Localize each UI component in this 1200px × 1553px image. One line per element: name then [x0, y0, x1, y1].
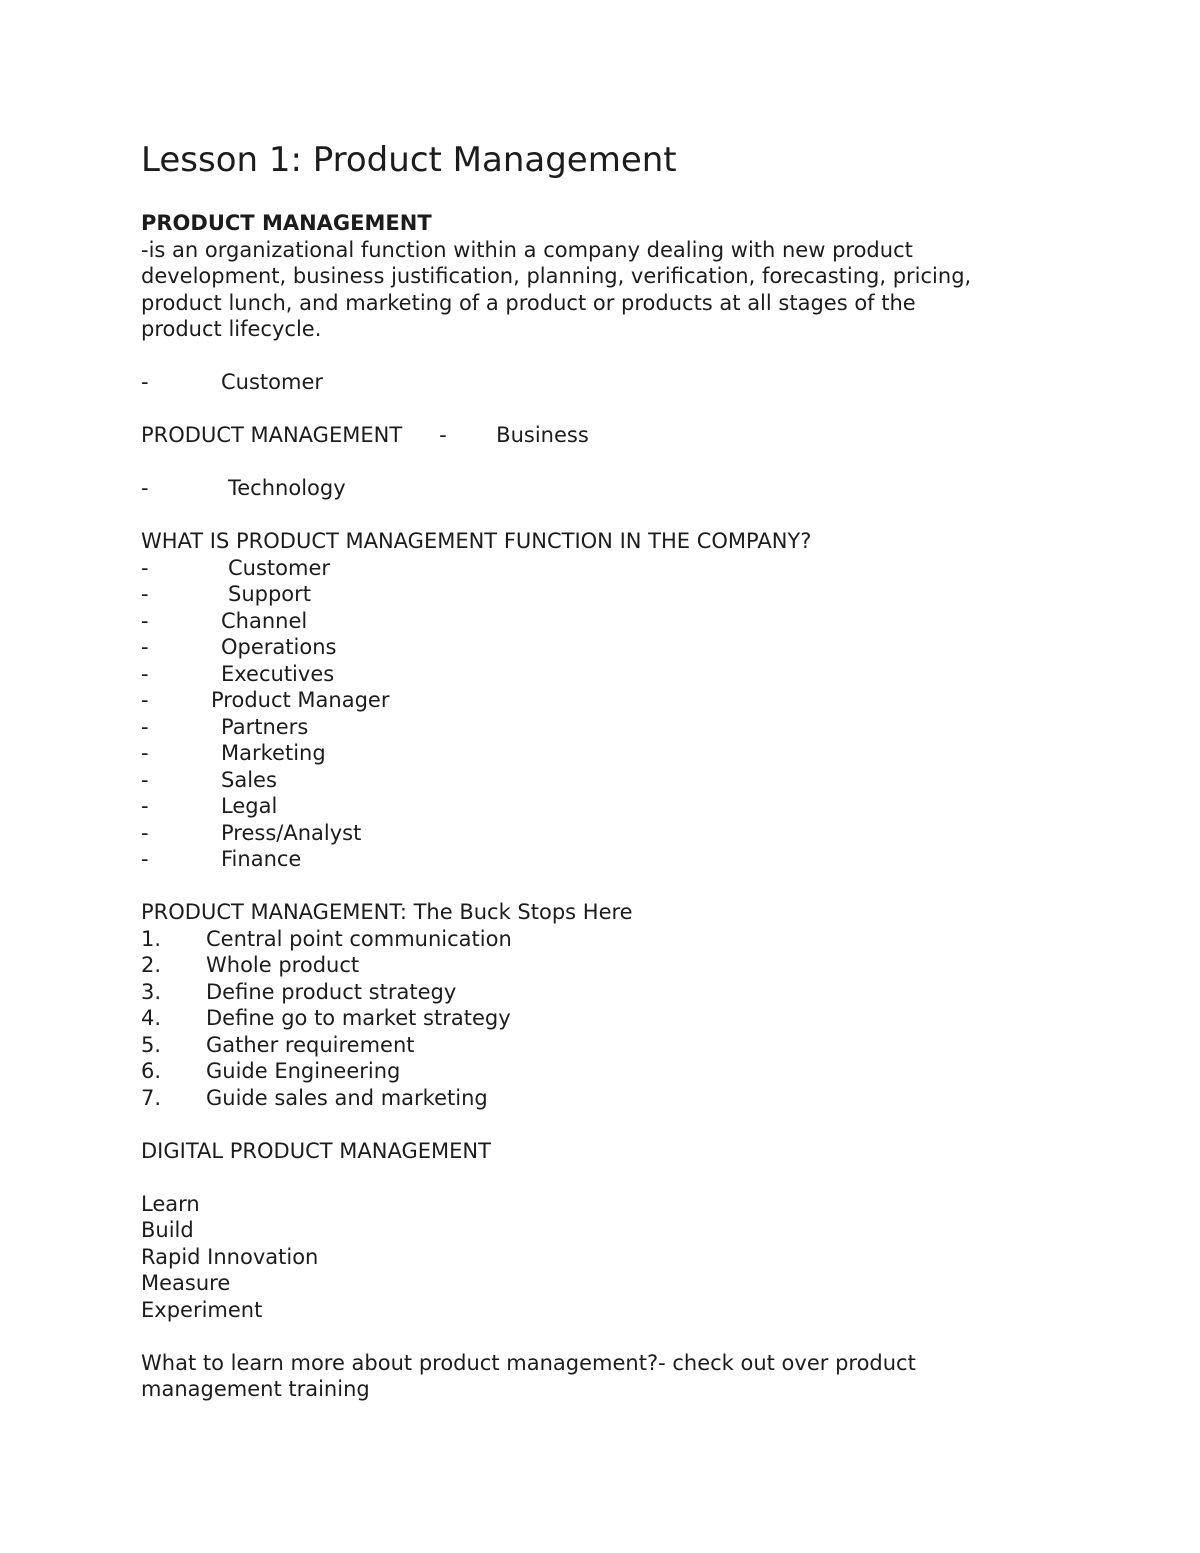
- list-item: [141, 846, 1061, 873]
- list-item: [141, 767, 1061, 794]
- numbered-item: [141, 979, 1061, 1006]
- dash-marker: -: [141, 688, 149, 712]
- pm-diagram: [141, 369, 1061, 502]
- dash-marker: -: [141, 608, 149, 633]
- list-item: [141, 687, 1061, 714]
- list-item: [141, 820, 1061, 847]
- dash-marker: -: [141, 555, 149, 580]
- dash-marker: -: [141, 582, 149, 606]
- dash-marker: -: [141, 714, 149, 739]
- dash-marker: -: [141, 794, 149, 818]
- list-item: [141, 740, 1061, 767]
- item-number: 6.: [141, 1059, 162, 1083]
- definition-line: product lunch, and marketing of a product or products at all stages of the: [141, 290, 916, 315]
- diagram-top-row: [141, 369, 1061, 396]
- definition-heading: PRODUCT MANAGEMENT: [141, 211, 432, 235]
- item-text: Whole product: [206, 953, 360, 977]
- list-item-text: Support: [228, 582, 312, 606]
- definition-block: [141, 210, 1061, 343]
- dash-marker: -: [141, 741, 149, 765]
- diagram-bottom: Technology: [228, 476, 346, 500]
- list-item-text: Customer: [228, 555, 331, 580]
- item-text: Guide Engineering: [206, 1059, 401, 1083]
- item-text: Define go to market strategy: [206, 1006, 511, 1030]
- definition-line: product lifecycle.: [141, 317, 322, 341]
- dash-marker: -: [439, 423, 447, 447]
- list-item-text: Finance: [221, 847, 302, 871]
- diagram-middle: Business: [496, 423, 589, 447]
- list-item: [141, 608, 1061, 635]
- dash-marker: -: [141, 661, 149, 686]
- dash-marker: -: [141, 820, 149, 845]
- numbered-item: [141, 1058, 1061, 1085]
- list-item: [141, 793, 1061, 820]
- dash-marker: -: [141, 767, 149, 792]
- function-section: [141, 528, 1061, 873]
- diagram-center-label: PRODUCT MANAGEMENT: [141, 423, 403, 447]
- list-item: Rapid Innovation: [141, 1244, 319, 1269]
- list-item: [141, 661, 1061, 688]
- numbered-item: [141, 952, 1061, 979]
- buck-heading: PRODUCT MANAGEMENT: The Buck Stops Here: [141, 900, 633, 924]
- closing-line: What to learn more about product management?- check out over product: [141, 1350, 916, 1375]
- item-text: Define product strategy: [206, 979, 457, 1004]
- digital-heading: DIGITAL PRODUCT MANAGEMENT: [141, 1138, 491, 1163]
- buck-section: [141, 899, 1061, 1111]
- list-item: [141, 634, 1061, 661]
- item-number: 4.: [141, 1006, 162, 1030]
- item-text: Gather requirement: [206, 1032, 415, 1057]
- list-item-text: Marketing: [221, 741, 326, 765]
- digital-section: [141, 1138, 1061, 1324]
- dash-marker: -: [141, 370, 149, 394]
- function-heading: WHAT IS PRODUCT MANAGEMENT FUNCTION IN THE COMPANY?: [141, 529, 812, 553]
- document-content: [141, 136, 1061, 1403]
- item-text: Guide sales and marketing: [206, 1085, 488, 1110]
- list-item-text: Operations: [221, 635, 337, 659]
- list-item: Experiment: [141, 1297, 263, 1322]
- numbered-item: [141, 1032, 1061, 1059]
- list-item-text: Partners: [221, 714, 309, 739]
- list-item-text: Sales: [221, 767, 277, 792]
- numbered-item: [141, 1085, 1061, 1112]
- list-item: [141, 555, 1061, 582]
- list-item: [141, 714, 1061, 741]
- diagram-bottom-row: [141, 475, 1061, 502]
- item-number: 7.: [141, 1085, 162, 1110]
- item-number: 1.: [141, 926, 162, 951]
- list-item-text: Press/Analyst: [221, 820, 362, 845]
- diagram-top: Customer: [221, 370, 324, 394]
- numbered-item: [141, 926, 1061, 953]
- definition-line: development, business justification, planning, verification, forecasting, pricing,: [141, 264, 972, 288]
- dash-marker: -: [141, 476, 149, 500]
- list-item-text: Executives: [221, 661, 335, 686]
- list-item-text: Legal: [221, 794, 278, 818]
- closing-paragraph: [141, 1350, 1061, 1403]
- item-number: 2.: [141, 953, 162, 977]
- list-item: Measure: [141, 1271, 231, 1295]
- closing-line: management training: [141, 1377, 370, 1401]
- item-number: 5.: [141, 1032, 162, 1057]
- numbered-item: [141, 1005, 1061, 1032]
- list-item: Build: [141, 1218, 194, 1242]
- diagram-middle-row: [141, 422, 1061, 449]
- list-item: Learn: [141, 1191, 200, 1216]
- list-item: [141, 581, 1061, 608]
- list-item-text: Channel: [221, 608, 308, 633]
- dash-marker: -: [141, 635, 149, 659]
- list-item-text: Product Manager: [211, 688, 390, 712]
- dash-marker: -: [141, 847, 149, 871]
- document-title: Lesson 1: Product Management: [141, 140, 677, 180]
- item-text: Central point communication: [206, 926, 512, 951]
- definition-line: -is an organizational function within a company dealing with new product: [141, 237, 913, 262]
- item-number: 3.: [141, 979, 162, 1004]
